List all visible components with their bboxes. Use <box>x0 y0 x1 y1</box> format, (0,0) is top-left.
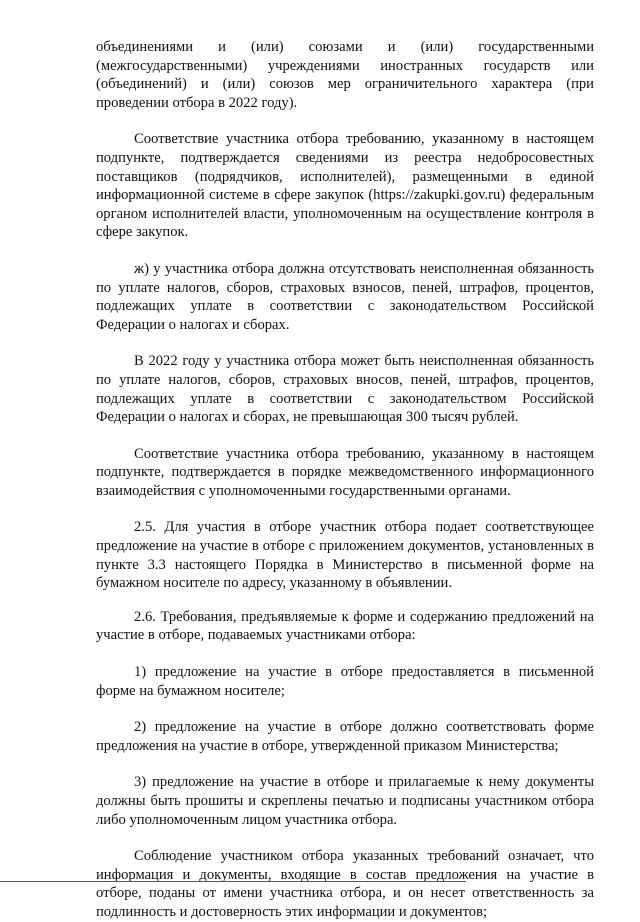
paragraph-requirement-1: 1) предложение на участие в отборе предоставляется в письменной форме на бумажном носителе; <box>96 664 594 699</box>
paragraph-section-2-5: 2.5. Для участия в отборе участник отбора подает соответствующее предложение на участие в отборе с приложением документов, установленных в пункте 3.3 настоящего Порядка в Министерство в письменной форме на бумажном носителе по адресу, указанному в объявлении. <box>96 519 594 592</box>
paragraph-tax-obligation: ж) у участника отбора должна отсутствовать неисполненная обязанность по уплате налогов, сборов, страховых взносов, пеней, штрафов, процентов, подлежащих уплате в соответствии с законодательством Российской Федерации о налогах и сборах. <box>96 260 594 333</box>
paragraph-section-2-6: 2.6. Требования, предъявляемые к форме и содержанию предложений на участие в отборе, подаваемых участниками отбора: <box>96 608 594 644</box>
document-page <box>96 38 594 922</box>
paragraph-registry-confirmation: Соответствие участника отбора требованию, указанному в настоящем подпункте, подтверждается сведениями из реестра недобросовестных поставщиков (подрядчиков, исполнителей), размещенными в единой информационной системе в сфере закупок (https://zakupki.gov.ru) федеральным органом исполнителей власти, уполномоченным на осуществление контроля в сфере закупок. <box>96 131 594 241</box>
paragraph-compliance-meaning: Соблюдение участником отбора указанных требований означает, что информация и документы, входящие в состав предложения на участие в отборе, поданы от имени участника отбора, и он несет ответственность за подлинность и достоверность этих информации и документов; <box>96 848 594 920</box>
paragraph-requirement-2: 2) предложение на участие в отборе должно соответствовать форме предложения на участие в отборе, утвержденной приказом Министерства; <box>96 719 594 754</box>
paragraph-sanctions-continued: объединениями и (или) союзами и (или) государственными (межгосударственными) учреждениями иностранных государств или (объединений) и (или) союзов мер ограничительного характера (при проведении отбора в 2022 году). <box>96 39 594 111</box>
paragraph-interagency-confirmation: Соответствие участника отбора требованию, указанному в настоящем подпункте, подтверждается в порядке межведомственного информационного взаимодействия с уполномоченными государственными органами. <box>96 445 594 499</box>
footer-divider <box>0 881 466 882</box>
paragraph-tax-2022-exception: В 2022 году у участника отбора может быть неисполненная обязанность по уплате налогов, сборов, страховых вносов, пеней, штрафов, процентов, подлежащих уплате в соответствии с законодательством Российской Федерации о налогах и сборах, не превышающая 300 тысяч рублей. <box>96 353 594 426</box>
paragraph-requirement-3: 3) предложение на участие в отборе и прилагаемые к нему документы должны быть прошиты и скреплены печатью и подписаны участником отбора либо уполномоченным лицом участника отбора. <box>96 774 594 828</box>
